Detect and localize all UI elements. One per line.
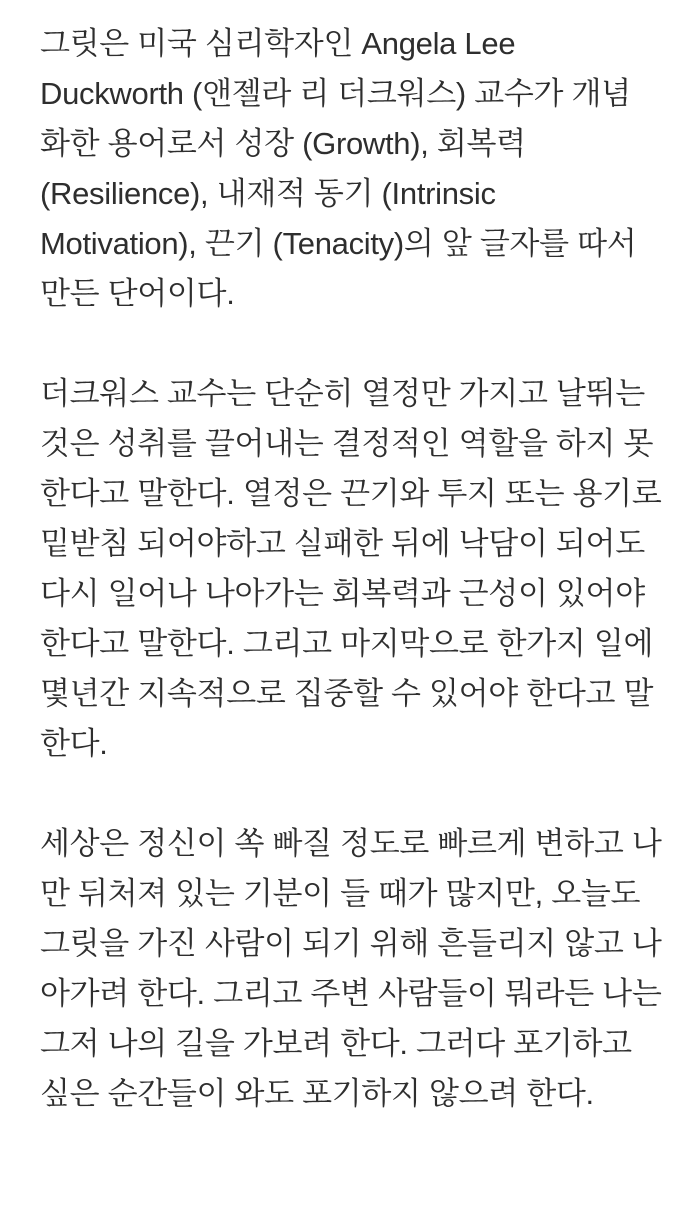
text-line: 더크워스 교수는 단순히 열정만 가지고 날뛰는	[40, 376, 645, 411]
paragraph-personal-resolution	[40, 819, 671, 1119]
text-line: 몇년간 지속적으로 집중할 수 있어야 한다고 말	[40, 676, 654, 711]
text-line: 세상은 정신이 쏙 빠질 정도로 빠르게 변하고 나	[40, 826, 662, 861]
text-line: 만 뒤처져 있는 기분이 들 때가 많지만, 오늘도	[40, 876, 641, 911]
text-line: Motivation), 끈기 (Tenacity)의 앞 글자를 따서	[40, 226, 637, 261]
text-line: Duckworth (앤젤라 리 더크워스) 교수가 개념	[40, 76, 631, 111]
text-line: 한다.	[40, 726, 108, 761]
text-line: 다시 일어나 나아가는 회복력과 근성이 있어야	[40, 576, 645, 611]
text-line: 화한 용어로서 성장 (Growth), 회복력	[40, 126, 526, 161]
text-line: 그저 나의 길을 가보려 한다. 그러다 포기하고	[40, 1026, 632, 1061]
text-line: 아가려 한다. 그리고 주변 사람들이 뭐라든 나는	[40, 976, 662, 1011]
text-line: (Resilience), 내재적 동기 (Intrinsic	[40, 176, 496, 211]
text-line: 그릿을 가진 사람이 되기 위해 흔들리지 않고 나	[40, 926, 662, 961]
text-line: 만든 단어이다.	[40, 276, 235, 311]
text-line: 밑받침 되어야하고 실패한 뒤에 낙담이 되어도	[40, 526, 645, 561]
text-line: 싶은 순간들이 와도 포기하지 않으려 한다.	[40, 1076, 594, 1111]
text-line: 것은 성취를 끌어내는 결정적인 역할을 하지 못	[40, 426, 654, 461]
text-line: 한다고 말한다. 그리고 마지막으로 한가지 일에	[40, 626, 654, 661]
paragraph-duckworth-explanation	[40, 369, 671, 769]
text-line: 그릿은 미국 심리학자인 Angela Lee	[40, 26, 516, 61]
paragraph-grit-definition	[40, 19, 671, 319]
text-line: 한다고 말한다. 열정은 끈기와 투지 또는 용기로	[40, 476, 662, 511]
